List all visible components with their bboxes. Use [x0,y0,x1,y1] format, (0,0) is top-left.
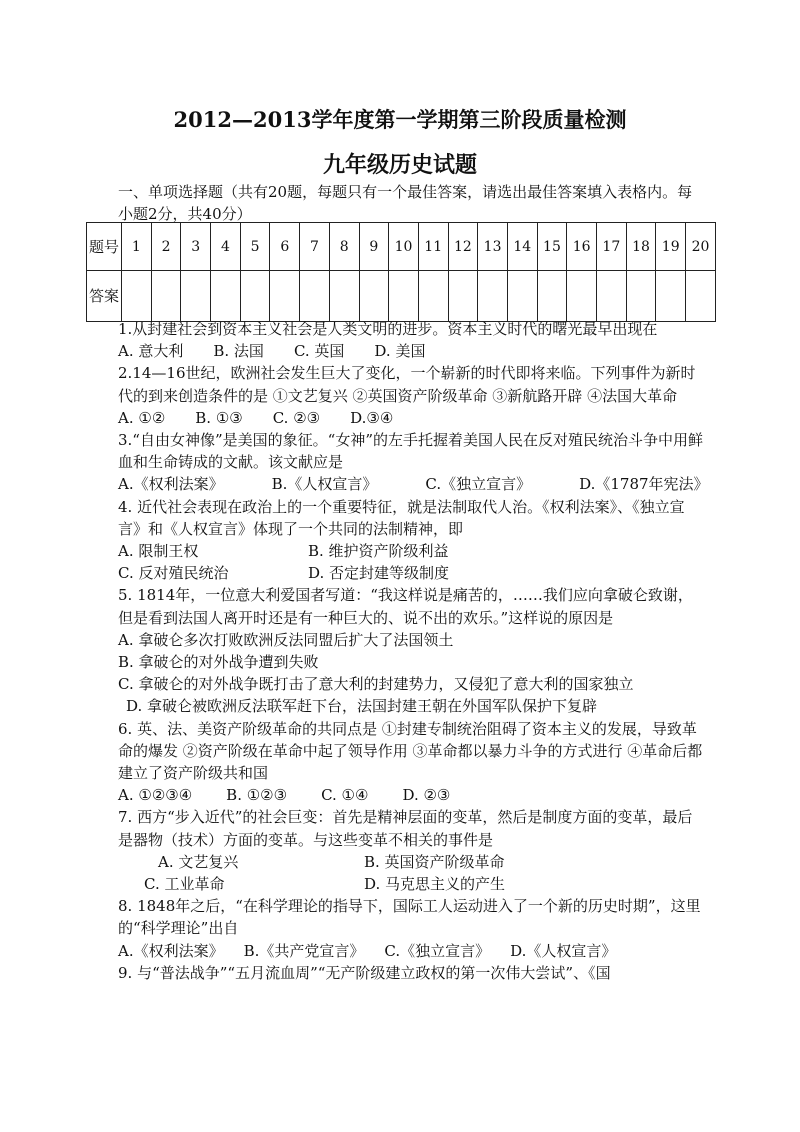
question-stem: 5. 1814年，一位意大利爱国者写道：“我这样说是痛苦的，……我们应向拿破仑致谢，但是看到法国人离开时还是有一种巨大的、说不出的欢乐。”这样说的原因是 [118,586,693,627]
option: C. 英国 [293,342,345,361]
option: B.《人权宣言》 [271,475,378,494]
option: D. 马克思主义的产生 [364,875,506,894]
option: B. 法国 [213,342,264,361]
answer-cell[interactable] [448,271,478,322]
question-number-cell: 6 [270,223,300,271]
row-label-number: 题号 [87,223,122,271]
option: B. 维护资产阶级利益 [308,542,449,561]
option: C.《独立宣言》 [384,941,491,960]
question-stem: 3.“自由女神像”是美国的象征。“女神”的左手托握着美国人民在反对殖民统治斗争中用鲜血和生命铸成的文献。该文献应是 [118,431,703,472]
question-number-cell: 11 [418,223,448,271]
question [118,718,704,807]
answer-cell[interactable] [567,271,597,322]
question [118,318,704,362]
question-number-cell: 10 [389,223,419,271]
answer-cell[interactable] [478,271,508,322]
option: D. 否定封建等级制度 [308,564,450,583]
question [118,584,704,717]
question-number-cell: 3 [181,223,211,271]
option: D.③④ [350,408,394,427]
question-stem: 8. 1848年之后，“在科学理论的指导下，国际工人运动进入了一个新的历史时期”，这里的“科学理论”出自 [118,897,701,938]
option: D. 美国 [374,342,426,361]
row-label-answer: 答案 [87,271,122,322]
answer-table [86,222,716,322]
question [118,496,704,585]
answer-cell[interactable] [181,271,211,322]
section-heading: 一、单项选择题（共有20题，每题只有一个最佳答案，请选出最佳答案填入表格内。每小题2分，共40分） [118,183,693,223]
exam-subtitle: 九年级历史试题 [322,152,477,178]
answer-cell[interactable] [597,271,627,322]
answer-cell[interactable] [211,271,241,322]
answer-cell[interactable] [656,271,686,322]
option: C. ①④ [321,786,369,805]
answer-cell[interactable] [389,271,419,322]
question-stem: 9. 与“普法战争”“五月流血周”“无产阶级建立政权的第一次伟大尝试”、《国 [118,963,611,982]
option: D.《人权宣言》 [510,941,617,960]
option: A.《权利法案》 [118,475,224,494]
answer-cell[interactable] [626,271,656,322]
answer-cell[interactable] [537,271,567,322]
question-stem: 1.从封建社会到资本主义社会是人类文明的进步。资本主义时代的曙光最早出现在 [118,320,658,338]
option: D. 拿破仑被欧洲反法联军赶下台，法国封建王朝在外国军队保护下复辟 [126,697,598,716]
option: A. 文艺复兴 [158,852,239,871]
question [118,895,704,962]
question-number-cell: 17 [597,223,627,271]
answer-cell[interactable] [300,271,330,322]
answer-cell[interactable] [418,271,448,322]
option: A. 拿破仑多次打败欧洲反法同盟后扩大了法国领土 [118,630,454,649]
option: D.《1787年宪法》 [579,475,709,494]
question-number-cell: 8 [329,223,359,271]
answer-cell[interactable] [240,271,270,322]
option: A. ①② [118,408,166,427]
question-number-cell: 19 [656,223,686,271]
answer-cell[interactable] [329,271,359,322]
question-number-cell: 15 [537,223,567,271]
option: C. 反对殖民统治 [118,564,229,583]
option: A. 限制王权 [118,542,199,561]
question-stem: 7. 西方“步入近代”的社会巨变：首先是精神层面的变革，然后是制度方面的变革，最后是器物（技术）方面的变革。与这些变革不相关的事件是 [118,808,693,849]
option: C.《独立宣言》 [425,475,532,494]
question-number-cell: 1 [122,223,152,271]
question-number-cell: 16 [567,223,597,271]
question-number-cell: 20 [686,223,716,271]
option: B. 拿破仑的对外战争遭到失败 [118,653,319,672]
question-list [118,318,709,984]
question-number-cell: 12 [448,223,478,271]
question-stem: 2.14—16世纪，欧洲社会发生巨大了变化，一个崭新的时代即将来临。下列事件为新时代的到来创造条件的是 ①文艺复兴 ②英国资产阶级革命 ③新航路开辟 ④法国大革命 [118,364,696,405]
answer-cell[interactable] [686,271,716,322]
option: A. 意大利 [118,342,184,361]
question-number-cell: 7 [300,223,330,271]
option: B. ①③ [195,408,243,427]
option: A.《权利法案》 [118,941,224,960]
answer-cell[interactable] [359,271,389,322]
question-number-cell: 4 [211,223,241,271]
answer-cell[interactable] [270,271,300,322]
question [118,962,704,984]
question-number-cell: 5 [240,223,270,271]
question [118,429,709,496]
option: B.《共产党宣言》 [243,941,365,960]
option: C. 工业革命 [144,875,225,894]
question-number-cell: 14 [507,223,537,271]
question-number-cell: 9 [359,223,389,271]
option: C. ②③ [272,408,321,427]
question-number-cell: 2 [151,223,181,271]
question-number-cell: 18 [626,223,656,271]
question-number-row [87,223,716,271]
option: D. ②③ [402,786,451,805]
option: B. ①②③ [226,786,288,805]
question [118,806,704,895]
answer-row [87,271,716,322]
question-stem: 6. 英、法、美资产阶级革命的共同点是 ①封建专制统治阻碍了资本主义的发展，导致革命的爆发 ②资产阶级在革命中起了领导作用 ③革命都以暴力斗争的方式进行 ④革命后都建立了资产阶级共和国 [118,719,703,783]
question-stem: 4. 近代社会表现在政治上的一个重要特征，就是法制取代人治。《权利法案》、《独立宣言》和《人权宣言》体现了一个共同的法制精神，即 [118,497,685,538]
option: C. 拿破仑的对外战争既打击了意大利的封建势力，又侵犯了意大利的国家独立 [118,675,634,694]
exam-title: 2012—2013学年度第一学期第三阶段质量检测 [173,107,627,132]
answer-cell[interactable] [151,271,181,322]
answer-cell[interactable] [507,271,537,322]
option: A. ①②③④ [118,786,193,805]
answer-cell[interactable] [122,271,152,322]
option: B. 英国资产阶级革命 [364,852,505,871]
question-number-cell: 13 [478,223,508,271]
question [118,362,704,429]
